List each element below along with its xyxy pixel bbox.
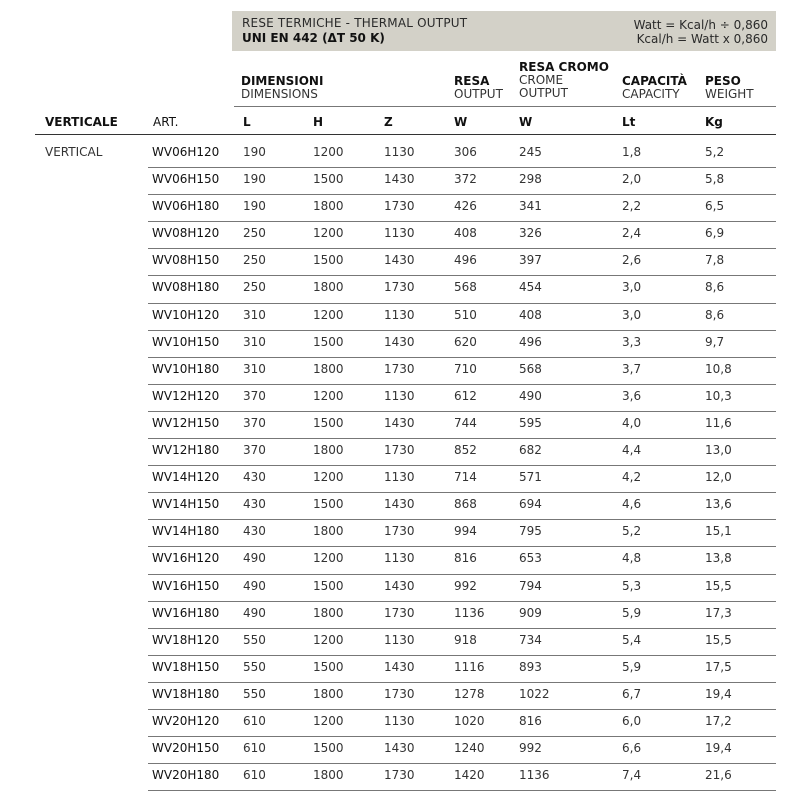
cell-weight-kg: 10,3 <box>705 388 732 403</box>
cell-chrome-output-w: 408 <box>519 307 542 322</box>
cell-l: 190 <box>243 199 266 214</box>
cell-output-w: 1420 <box>454 768 485 783</box>
cell-l: 190 <box>243 145 266 159</box>
cell-output-w: 992 <box>454 578 477 593</box>
weight-group-header <box>705 75 754 101</box>
cell-capacity-lt: 5,4 <box>622 632 642 647</box>
cell-output-w: 1278 <box>454 686 485 701</box>
cell-output-w: 620 <box>454 334 477 349</box>
output-group-header <box>454 75 503 101</box>
cell-z: 1730 <box>384 524 415 539</box>
capacita-label: CAPACITÀ <box>622 74 687 88</box>
header-verticale: VERTICALE <box>45 115 118 129</box>
cell-art: WV12H150 <box>152 415 220 430</box>
cell-h: 1200 <box>313 551 344 566</box>
cell-l: 610 <box>243 768 266 783</box>
data-table-body <box>0 141 800 791</box>
peso-label: PESO <box>705 74 741 88</box>
cell-chrome-output-w: 1136 <box>519 768 550 783</box>
cell-l: 310 <box>243 361 266 376</box>
cell-l: 310 <box>243 307 266 322</box>
cell-art: WV12H180 <box>152 443 220 458</box>
cell-art: WV20H120 <box>152 713 220 728</box>
cell-capacity-lt: 6,7 <box>622 686 642 701</box>
cell-capacity-lt: 2,6 <box>622 253 642 268</box>
weight-label: WEIGHT <box>705 87 754 101</box>
cell-art: WV14H120 <box>152 470 220 485</box>
cell-art: WV06H150 <box>152 172 220 187</box>
cell-weight-kg: 17,3 <box>705 605 732 620</box>
cell-h: 1200 <box>313 226 344 241</box>
cell-z: 1130 <box>384 388 415 403</box>
group-header-divider <box>234 106 776 107</box>
cell-z: 1430 <box>384 334 415 349</box>
cell-l: 370 <box>243 443 266 458</box>
cell-chrome-output-w: 496 <box>519 334 542 349</box>
cell-l: 490 <box>243 578 266 593</box>
cell-output-w: 918 <box>454 632 477 647</box>
cell-capacity-lt: 3,7 <box>622 361 642 376</box>
cell-art: WV14H150 <box>152 497 220 512</box>
cell-h: 1500 <box>313 497 344 512</box>
cell-chrome-output-w: 1022 <box>519 686 550 701</box>
cell-art: WV12H120 <box>152 388 220 403</box>
cell-z: 1730 <box>384 768 415 783</box>
cell-h: 1800 <box>313 768 344 783</box>
cell-chrome-output-w: 794 <box>519 578 542 593</box>
table-row <box>0 276 800 303</box>
cell-output-w: 372 <box>454 172 477 187</box>
table-row <box>0 168 800 195</box>
cell-capacity-lt: 7,4 <box>622 768 642 783</box>
cell-l: 610 <box>243 713 266 728</box>
cell-weight-kg: 19,4 <box>705 741 732 756</box>
cell-capacity-lt: 5,2 <box>622 524 642 539</box>
cell-art: WV08H120 <box>152 226 220 241</box>
cell-capacity-lt: 3,0 <box>622 280 642 295</box>
table-row <box>0 249 800 276</box>
table-row <box>0 195 800 222</box>
header-h: H <box>313 115 324 129</box>
cell-chrome-output-w: 595 <box>519 415 542 430</box>
cell-weight-kg: 5,2 <box>705 145 725 159</box>
cell-art: WV08H150 <box>152 253 220 268</box>
capacity-label: CAPACITY <box>622 87 680 101</box>
table-row <box>0 222 800 249</box>
cell-chrome-output-w: 326 <box>519 226 542 241</box>
cell-h: 1200 <box>313 632 344 647</box>
cell-art: WV18H150 <box>152 659 220 674</box>
header-art: ART. <box>153 115 179 129</box>
cell-chrome-output-w: 653 <box>519 551 542 566</box>
cell-output-w: 994 <box>454 524 477 539</box>
cell-z: 1430 <box>384 253 415 268</box>
cell-weight-kg: 13,6 <box>705 497 732 512</box>
cell-z: 1130 <box>384 713 415 728</box>
cell-output-w: 612 <box>454 388 477 403</box>
header-z: Z <box>384 115 393 129</box>
cell-weight-kg: 15,5 <box>705 578 732 593</box>
cell-art: WV20H150 <box>152 741 220 756</box>
table-row <box>0 737 800 764</box>
banner-title: RESE TERMICHE - THERMAL OUTPUT <box>242 16 468 30</box>
cell-output-w: 510 <box>454 307 477 322</box>
cell-h: 1800 <box>313 524 344 539</box>
cell-art: WV20H180 <box>152 768 220 783</box>
cell-chrome-output-w: 909 <box>519 605 542 620</box>
banner-standard: UNI EN 442 (ΔT 50 K) <box>242 31 385 45</box>
cell-capacity-lt: 2,4 <box>622 226 642 241</box>
cell-capacity-lt: 2,2 <box>622 199 642 214</box>
cell-z: 1730 <box>384 361 415 376</box>
cell-l: 490 <box>243 551 266 566</box>
header-kg: Kg <box>705 115 723 129</box>
cell-chrome-output-w: 490 <box>519 388 542 403</box>
header-w-output: W <box>454 115 468 129</box>
cell-h: 1800 <box>313 443 344 458</box>
crome-label: CROME <box>519 73 564 87</box>
cell-weight-kg: 17,2 <box>705 713 732 728</box>
cell-z: 1430 <box>384 659 415 674</box>
table-row <box>0 710 800 737</box>
cell-z: 1730 <box>384 443 415 458</box>
cell-h: 1200 <box>313 145 344 159</box>
cell-chrome-output-w: 734 <box>519 632 542 647</box>
cell-art: WV18H180 <box>152 686 220 701</box>
cell-z: 1430 <box>384 578 415 593</box>
cell-h: 1500 <box>313 172 344 187</box>
cell-l: 490 <box>243 605 266 620</box>
cell-chrome-output-w: 571 <box>519 470 542 485</box>
header-separator <box>35 134 776 135</box>
cell-z: 1730 <box>384 605 415 620</box>
table-row <box>0 493 800 520</box>
cell-output-w: 744 <box>454 415 477 430</box>
cell-chrome-output-w: 245 <box>519 145 542 159</box>
header-w-chrome: W <box>519 115 533 129</box>
cell-weight-kg: 19,4 <box>705 686 732 701</box>
cell-capacity-lt: 4,2 <box>622 470 642 485</box>
cell-art: WV10H150 <box>152 334 220 349</box>
cell-h: 1500 <box>313 578 344 593</box>
conversion-kcal: Kcal/h = Watt x 0,860 <box>636 32 768 46</box>
cell-weight-kg: 13,8 <box>705 551 732 566</box>
resa-label: RESA <box>454 74 490 88</box>
chrome-output-group-header <box>519 61 609 100</box>
cell-output-w: 568 <box>454 280 477 295</box>
table-row <box>0 602 800 629</box>
cell-weight-kg: 6,5 <box>705 199 725 214</box>
table-row <box>0 547 800 574</box>
dimensions-label: DIMENSIONS <box>241 87 318 101</box>
cell-output-w: 1136 <box>454 605 485 620</box>
table-row <box>0 141 800 168</box>
cell-output-w: 852 <box>454 443 477 458</box>
cell-h: 1200 <box>313 713 344 728</box>
table-row <box>0 683 800 710</box>
cell-chrome-output-w: 992 <box>519 741 542 756</box>
cell-art: WV06H180 <box>152 199 220 214</box>
cell-l: 310 <box>243 334 266 349</box>
cell-h: 1800 <box>313 280 344 295</box>
cell-output-w: 408 <box>454 226 477 241</box>
cell-l: 250 <box>243 280 266 295</box>
header-lt: Lt <box>622 115 636 129</box>
cell-weight-kg: 12,0 <box>705 470 732 485</box>
cell-l: 430 <box>243 524 266 539</box>
table-row <box>0 656 800 683</box>
cell-weight-kg: 10,8 <box>705 361 732 376</box>
cell-capacity-lt: 4,4 <box>622 443 642 458</box>
table-row <box>0 304 800 331</box>
dimensioni-label: DIMENSIONI <box>241 74 324 88</box>
output-label: OUTPUT <box>454 87 503 101</box>
cell-chrome-output-w: 298 <box>519 172 542 187</box>
cell-z: 1130 <box>384 307 415 322</box>
cell-h: 1500 <box>313 253 344 268</box>
cell-z: 1430 <box>384 497 415 512</box>
cell-l: 370 <box>243 415 266 430</box>
cell-z: 1130 <box>384 632 415 647</box>
cell-h: 1500 <box>313 334 344 349</box>
cell-z: 1430 <box>384 741 415 756</box>
conversion-watt: Watt = Kcal/h ÷ 0,860 <box>633 18 768 32</box>
resa-cromo-label: RESA CROMO <box>519 60 609 74</box>
cell-h: 1800 <box>313 686 344 701</box>
cell-capacity-lt: 1,8 <box>622 145 642 159</box>
cell-weight-kg: 17,5 <box>705 659 732 674</box>
cell-capacity-lt: 4,8 <box>622 551 642 566</box>
cell-output-w: 868 <box>454 497 477 512</box>
cell-h: 1800 <box>313 605 344 620</box>
cell-output-w: 306 <box>454 145 477 159</box>
cell-l: 550 <box>243 686 266 701</box>
cell-h: 1800 <box>313 199 344 214</box>
table-row <box>0 629 800 656</box>
cell-z: 1430 <box>384 172 415 187</box>
table-row <box>0 358 800 385</box>
cell-art: WV06H120 <box>152 145 220 159</box>
cell-weight-kg: 11,6 <box>705 415 732 430</box>
cell-h: 1200 <box>313 470 344 485</box>
cell-h: 1500 <box>313 659 344 674</box>
table-row <box>0 466 800 493</box>
dimensions-group-header <box>241 75 323 101</box>
cell-output-w: 1240 <box>454 741 485 756</box>
table-row <box>0 385 800 412</box>
cell-weight-kg: 8,6 <box>705 280 725 295</box>
cell-output-w: 1116 <box>454 659 485 674</box>
cell-l: 250 <box>243 226 266 241</box>
cell-z: 1130 <box>384 551 415 566</box>
cell-output-w: 714 <box>454 470 477 485</box>
cell-l: 250 <box>243 253 266 268</box>
cell-chrome-output-w: 694 <box>519 497 542 512</box>
cell-chrome-output-w: 682 <box>519 443 542 458</box>
cell-z: 1130 <box>384 470 415 485</box>
cell-z: 1130 <box>384 226 415 241</box>
cell-weight-kg: 13,0 <box>705 443 732 458</box>
cell-capacity-lt: 6,6 <box>622 741 642 756</box>
cell-chrome-output-w: 397 <box>519 253 542 268</box>
cell-z: 1730 <box>384 686 415 701</box>
cell-art: WV08H180 <box>152 280 220 295</box>
cell-h: 1800 <box>313 361 344 376</box>
cell-weight-kg: 9,7 <box>705 334 725 349</box>
cell-output-w: 496 <box>454 253 477 268</box>
cell-l: 550 <box>243 659 266 674</box>
capacity-group-header <box>622 75 687 101</box>
cell-weight-kg: 8,6 <box>705 307 725 322</box>
cell-l: 370 <box>243 388 266 403</box>
table-row <box>0 575 800 602</box>
cell-capacity-lt: 3,0 <box>622 307 642 322</box>
table-row <box>0 331 800 358</box>
cell-weight-kg: 6,9 <box>705 226 725 241</box>
cell-z: 1730 <box>384 199 415 214</box>
cell-output-w: 816 <box>454 551 477 566</box>
cell-chrome-output-w: 568 <box>519 361 542 376</box>
vertical-label: VERTICAL <box>45 145 103 159</box>
table-row <box>0 764 800 791</box>
cell-z: 1430 <box>384 415 415 430</box>
cell-h: 1200 <box>313 307 344 322</box>
cell-art: WV10H120 <box>152 307 220 322</box>
cell-h: 1200 <box>313 388 344 403</box>
thermal-output-banner <box>232 11 776 51</box>
row-divider <box>148 790 776 791</box>
cell-weight-kg: 21,6 <box>705 768 732 783</box>
cell-output-w: 426 <box>454 199 477 214</box>
cell-capacity-lt: 5,9 <box>622 659 642 674</box>
cell-h: 1500 <box>313 741 344 756</box>
cell-capacity-lt: 2,0 <box>622 172 642 187</box>
cell-weight-kg: 7,8 <box>705 253 725 268</box>
cell-chrome-output-w: 893 <box>519 659 542 674</box>
cell-output-w: 1020 <box>454 713 485 728</box>
cell-chrome-output-w: 341 <box>519 199 542 214</box>
cell-art: WV16H120 <box>152 551 220 566</box>
cell-weight-kg: 5,8 <box>705 172 725 187</box>
cell-chrome-output-w: 454 <box>519 280 542 295</box>
cell-art: WV16H150 <box>152 578 220 593</box>
cell-capacity-lt: 6,0 <box>622 713 642 728</box>
cell-output-w: 710 <box>454 361 477 376</box>
cell-capacity-lt: 5,3 <box>622 578 642 593</box>
cell-capacity-lt: 3,6 <box>622 388 642 403</box>
table-row <box>0 520 800 547</box>
cell-l: 430 <box>243 470 266 485</box>
cell-l: 550 <box>243 632 266 647</box>
cell-z: 1130 <box>384 145 415 159</box>
cell-weight-kg: 15,5 <box>705 632 732 647</box>
table-row <box>0 412 800 439</box>
table-row <box>0 439 800 466</box>
cell-weight-kg: 15,1 <box>705 524 732 539</box>
cell-art: WV18H120 <box>152 632 220 647</box>
cell-h: 1500 <box>313 415 344 430</box>
cell-capacity-lt: 5,9 <box>622 605 642 620</box>
cell-capacity-lt: 3,3 <box>622 334 642 349</box>
cell-l: 610 <box>243 741 266 756</box>
cell-capacity-lt: 4,0 <box>622 415 642 430</box>
cell-chrome-output-w: 816 <box>519 713 542 728</box>
header-l: L <box>243 115 251 129</box>
cell-art: WV16H180 <box>152 605 220 620</box>
cell-art: WV10H180 <box>152 361 220 376</box>
cell-capacity-lt: 4,6 <box>622 497 642 512</box>
cell-l: 190 <box>243 172 266 187</box>
cell-chrome-output-w: 795 <box>519 524 542 539</box>
cell-z: 1730 <box>384 280 415 295</box>
crome-output-label: OUTPUT <box>519 86 568 100</box>
cell-l: 430 <box>243 497 266 512</box>
cell-art: WV14H180 <box>152 524 220 539</box>
